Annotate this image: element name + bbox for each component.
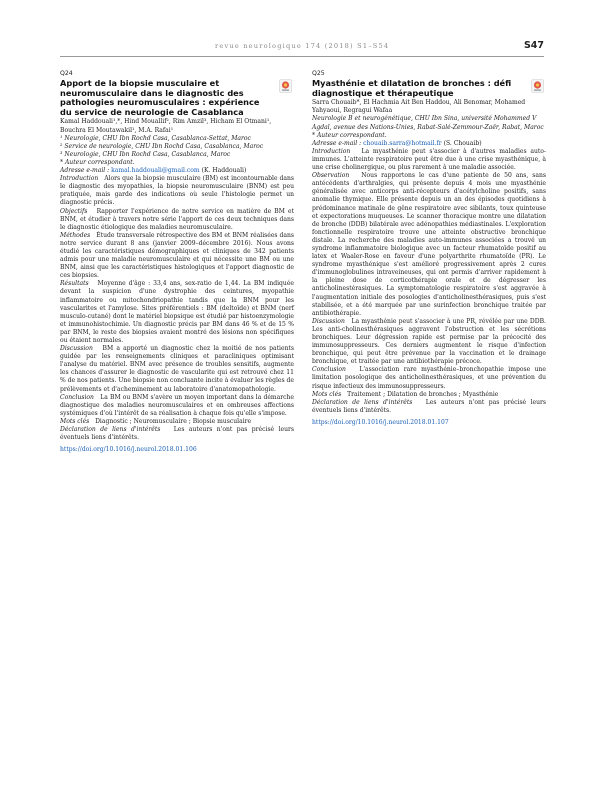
affiliation-1: ¹ Neurologie, CHU Ibn Rochd Casa, Casablanca-Settat, Maroc [60, 134, 251, 142]
section-label: Conclusion [60, 393, 94, 401]
section-label: Méthodes [60, 231, 91, 239]
section-label: Introduction [60, 175, 99, 183]
section-label: Introduction [312, 147, 351, 155]
section-discussion [312, 318, 546, 367]
section-keywords [312, 391, 546, 399]
affiliation-1: Neurologie B et neurogénétique, CHU Ibn Sina, université Mohammed V Agdal, avenue des Nations-Unies, Rabat-Salé-Zemmour-Zaër, Rabat, Maroc [312, 115, 544, 131]
email-label: Adresse e-mail : [60, 167, 110, 175]
section-text: La myasthénie peut s'associer à une PR, révélée par une DDB. Les anti-cholinesthérasiques aggravent l'obstruction et les sécrétions bronchiques. Leur dégression rapide est permise par la précocité des immunosuppresseurs. Ces derniers augmentent le risque d'infection bronchique, qui peut être prévenue par la vaccination et le drainage bronchique, et traitée par une antibiothérapie précoce. [312, 317, 546, 366]
email-label: Adresse e-mail : [312, 139, 362, 147]
page-header [60, 41, 544, 55]
section-resultats [60, 280, 294, 345]
page-number: S47 [523, 40, 544, 51]
abstract-title: Apport de la biopsie musculaire et neuromusculaire dans le diagnostic des pathologies neuromusculaires : expérience du service de neurologie de Casablanca [60, 78, 260, 117]
affiliation-2: ² Service de neurologie, CHU Ibn Rochd Casa, Casablanca, Maroc [60, 142, 264, 150]
email-suffix: (K. Haddouali) [201, 167, 247, 175]
section-text: La myasthénie peut s'associer à d'autres maladies auto-immunes. L'atteinte respiratoire peut être due à une crise myasthénique, à une crise cholinergique, ou plus rarement à une maladie associée. [312, 147, 546, 172]
abstract-title: Myasthénie et dilatation de bronches : défi diagnostique et thérapeutique [312, 78, 512, 98]
section-text: L'association rare myasthénie–bronchopathie impose une limitation posologique des anticholinesthérasiques, et une prévention du risque infectieux des immunosuppresseurs. [312, 366, 546, 390]
header-rule [60, 56, 544, 57]
decl-text: Les auteurs n'ont pas précisé leurs éventuels liens d'intérêts. [60, 426, 294, 442]
author-list: Kamal Haddouali¹,*, Hind Mouallif², Rim Amzil³, Hicham El Otmani¹, Bouchra El Moutawakil¹, M.A. Rafai¹ [60, 118, 272, 134]
abstract-id: Q24 [60, 70, 73, 77]
conflict-declaration [60, 426, 294, 442]
section-text: La BM ou BNM s'avère un moyen important dans la démarche diagnostique des maladies neuromusculaires et en ombreuses affections systémiques d'où l'intérêt de sa réalisation à chaque fois qu'elle s'impose. [60, 393, 294, 417]
decl-label: Déclaration de liens d'intérêts [60, 426, 161, 434]
doi-link[interactable]: https://doi.org/10.1016/j.neurol.2018.01.106 [60, 446, 197, 454]
email-line [312, 140, 546, 148]
section-text: Rapporter l'expérience de notre service en matière de BM et BNM, et étudier à travers notre série l'apport de ces deux techniques dans le diagnostic étiologique des maladies neuromusculaire. [60, 207, 294, 231]
decl-text: Les auteurs n'ont pas précisé leurs éventuels liens d'intérêts. [312, 398, 546, 414]
section-text: Traitement ; Dilatation de bronches ; Myasthénie [347, 390, 499, 398]
section-label: Mots clés [312, 390, 342, 398]
section-discussion [60, 345, 294, 394]
abstract-id: Q25 [312, 70, 325, 77]
section-text: Nous rapportons le cas d'une patiente de 50 ans, sans antécédents d'arthralgies, qui présente depuis 4 mois une myasthénie généralisée avec anticorps anti-récepteurs d'acétylcholine positifs, sans anomalie thymique. Elle présente depuis un an des épisodes quotidiens à prédominance matinale de gêne respiratoire avec sibilants, toux quinteuse et expectorations muqueuses. Le scanner thoracique montre une dilatation de bronche (DDB) bilatérale avec adénopathies médiastinales. L'exploration fonctionnelle respiratoire trouve une atteinte obstructive bronchique distale. La recherche des maladies auto-immunes associées a trouvé un syndrome inflammatoire biologique avec un facteur rhumatoïde positif au latex et Waaler-Rose en faveur d'une polyarthrite rhumatoïde (PR). Le syndrome myasthénique s'est amélioré progressivement après 2 cures d'immunoglobulines intraveineuses, qui ont permis d'arriver rapidement à la pleine dose de corticothérapie orale et de dégresser les anticholinestérasiques. La symptomatologie respiratoire s'est aggravée à l'augmentation initiale des posologies d'anticholinesthérasiques, puis s'est stabilisée, et a été marquée par une surinfection bronchique traitée par antibiothérapie. [312, 172, 547, 317]
journal-running-head: revue neurologique 174 (2018) S1–S54 [215, 42, 390, 50]
section-label: Objectifs [60, 207, 88, 215]
section-text: Diagnostic ; Neuromusculaire ; Biopsie musculaire [95, 417, 252, 425]
affiliation-3: ³ Neurologie, CHU Ibn Rochd Casa, Casablanca, Maroc [60, 150, 231, 158]
email-line [60, 167, 294, 175]
section-conclusion [312, 366, 546, 390]
section-introduction [60, 175, 294, 207]
section-label: Discussion [312, 317, 345, 325]
doi-link[interactable]: https://doi.org/10.1016/j.neurol.2018.01.107 [312, 418, 449, 426]
corresponding-note: * Auteur correspondant. [312, 131, 387, 139]
crossmark-icon[interactable] [531, 79, 544, 93]
abstract-q24 [60, 70, 294, 454]
corresponding-note: * Auteur correspondant. [60, 158, 135, 166]
email-link[interactable]: kamal.haddouali@gmail.com [111, 167, 200, 175]
section-methodes [60, 232, 294, 281]
crossmark-icon[interactable] [279, 79, 292, 93]
section-label: Conclusion [312, 366, 346, 374]
section-label: Observation [312, 172, 350, 180]
section-label: Discussion [60, 345, 93, 353]
section-text: Moyenne d'âge : 33,4 ans, sex-ratio de 1,44. La BM indiquée devant la suspicion d'une dystrophie des ceintures, myopathie inflammatoire ou mitochondriopathie tandis que la BNM pour les vascularites et l'amylose. Sites préférentiels : BM (deltoïde) et BNM (nerf musculo-cutané) dont le matériel biopsique est étudié par histoenzymologie et immunohistochimie. Un diagnostic précis par BM dans 46 % et de 15 % par BNM, le reste des biopsies avaient montré des lésions non spécifiques ou étaient normales. [60, 280, 294, 344]
author-list: Sarra Chouaib*, El Hachmia Ait Ben Haddou, Ali Benomar, Mohamed Yahyaoui, Regragui Wafaa [312, 99, 526, 115]
section-introduction [312, 148, 546, 172]
email-suffix: (S. Chouaib) [443, 139, 482, 147]
section-label: Mots clés [60, 417, 90, 425]
section-text: Étude transversale rétrospective des BM et BNM réalisées dans notre service durant 8 ans (janvier 2009–décembre 2016). Nous avons étudié les caractéristiques démographiques et cliniques de 342 patients admis pour une maladie neuromusculaire et qui nécessite une BM ou une BNM, ainsi que les caractéristiques histologiques et l'apport diagnostic de ces biopsies. [60, 231, 294, 280]
abstract-q25 [312, 70, 546, 427]
conflict-declaration [312, 399, 546, 415]
section-keywords [60, 418, 294, 426]
section-label: Résultats [60, 280, 89, 288]
section-text: Alors que la biopsie musculaire (BM) est incontournable dans le diagnostic des myopathies, la biopsie neuromusculaire (BNM) est peu pratiquée, mais garde des indications où seule l'histologie permet un diagnostic précis. [60, 175, 294, 207]
decl-label: Déclaration de liens d'intérêts [312, 398, 413, 406]
section-conclusion [60, 394, 294, 418]
section-text: BM a apporté un diagnostic chez la moitié de nos patients guidée par les renseignements cliniques et paracliniques optimisant l'analyse du matériel. BNM avec présence de troubles sensitifs, augmente les chances d'assurer le diagnostic de vascularite qui est retrouvé chez 11 % de nos patients. Une biopsie non concluante incite à évaluer les règles de prélèvements et d'acheminement au laboratoire d'anatomopathologie. [60, 345, 294, 393]
section-objectifs [60, 208, 294, 232]
email-link[interactable]: chouaib.sarra@hotmail.fr [363, 139, 442, 147]
section-observation [312, 172, 546, 318]
